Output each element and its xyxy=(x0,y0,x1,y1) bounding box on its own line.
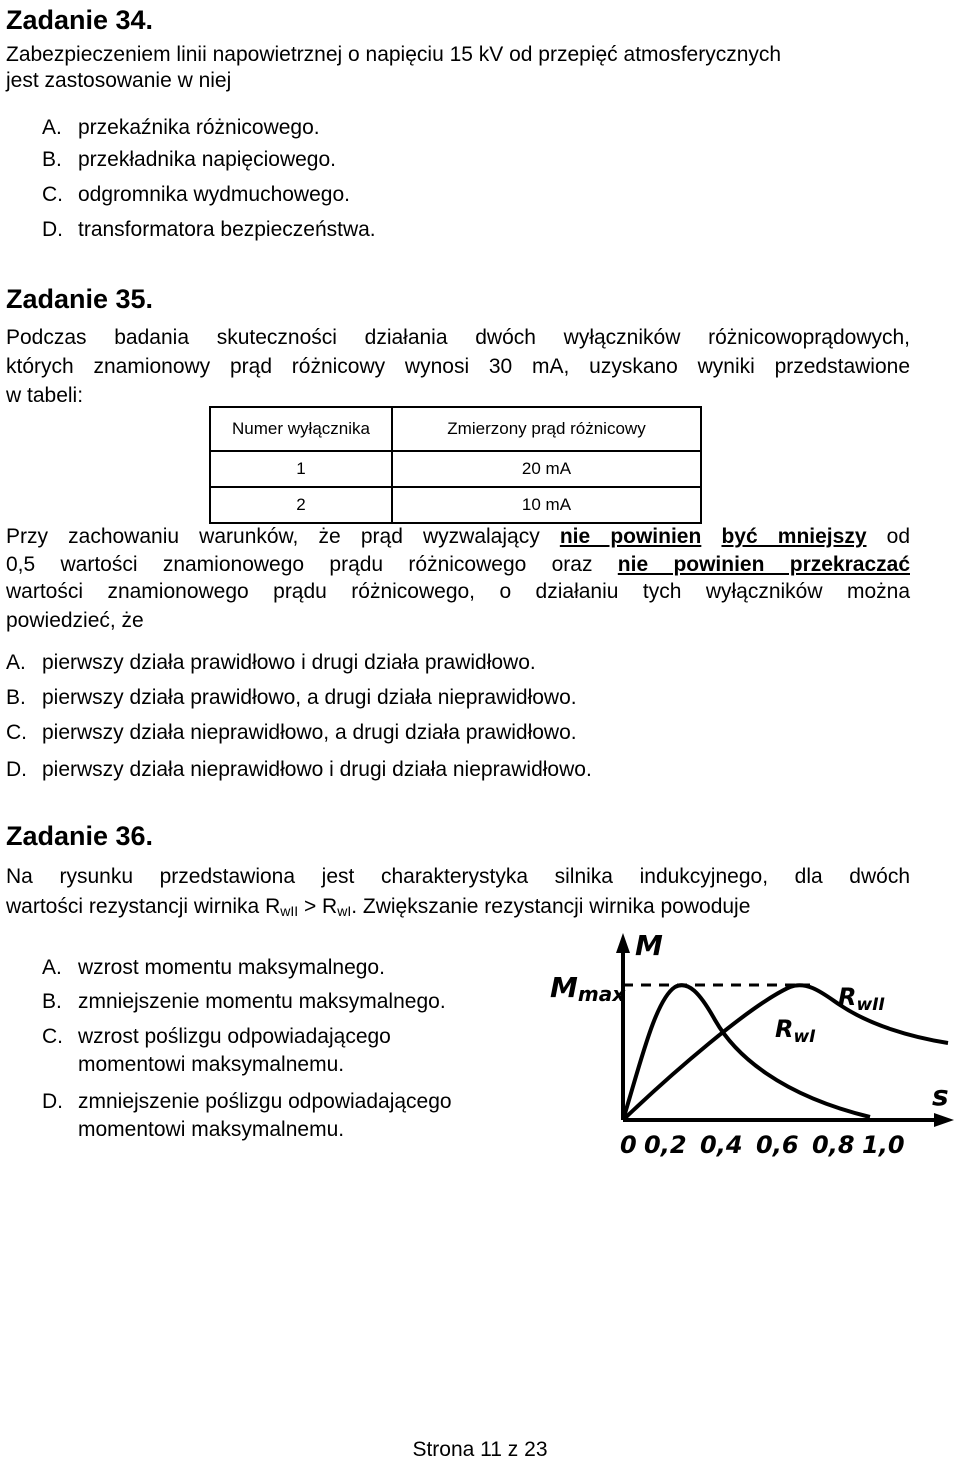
option-text: pierwszy działa prawidłowo, a drugi działa nieprawidłowo. xyxy=(42,686,577,709)
task35-intro-line2: których znamionowy prąd różnicowy wynosi 30 mA, uzyskano wyniki przedstawione xyxy=(6,355,910,378)
task36-option-b xyxy=(42,987,446,1016)
task35-condition-line2 xyxy=(6,550,910,579)
task35-condition-line1 xyxy=(6,522,910,551)
option-letter: D. xyxy=(42,1090,63,1113)
option-letter: C. xyxy=(6,721,27,744)
page-footer: Strona 11 z 23 xyxy=(412,1438,548,1461)
condition-emphasis: być mniejszy xyxy=(721,525,867,548)
table-header-cell: Zmierzony prąd różnicowy xyxy=(392,407,701,451)
task34-question-line1: Zabezpieczeniem linii napowietrznej o napięciu 15 kV od przepięć atmosferycznych xyxy=(6,43,782,66)
condition-text: od xyxy=(866,525,910,548)
option-text: pierwszy działa prawidłowo i drugi działa prawidłowo. xyxy=(42,651,536,674)
measurement-table xyxy=(209,406,702,524)
task36-option-c xyxy=(42,1022,391,1051)
x-tick-label: 0,6 xyxy=(756,1131,799,1159)
task35-option-d xyxy=(6,755,592,784)
table-header-cell: Numer wyłącznika xyxy=(210,407,392,451)
table-cell: 2 xyxy=(210,487,392,523)
condition-text: 0,5 wartości znamionowego prądu różnicowego oraz xyxy=(6,553,618,576)
task34-option-a xyxy=(42,113,320,142)
option-letter: D. xyxy=(42,218,63,241)
intro-subscript: wI xyxy=(337,903,352,919)
option-letter: B. xyxy=(6,686,26,709)
task35-condition-line3: wartości znamionowego prądu różnicowego, o działaniu tych wyłączników można xyxy=(6,580,910,603)
table-row xyxy=(210,487,701,523)
condition-text xyxy=(701,525,721,548)
curve-rwii-label: $R_{wII}$ xyxy=(838,983,885,1015)
x-tick-label: 0 xyxy=(620,1131,637,1159)
intro-text: > R xyxy=(298,895,338,918)
x-tick-label: 0,8 xyxy=(812,1131,855,1159)
task35-title: Zadanie 35. xyxy=(6,284,154,314)
option-text: odgromnika wydmuchowego. xyxy=(78,183,350,206)
table-row xyxy=(210,451,701,487)
y-axis-label: M xyxy=(635,929,663,962)
option-letter: A. xyxy=(42,956,62,979)
option-letter: A. xyxy=(6,651,26,674)
x-tick-label: 0,2 xyxy=(644,1131,687,1159)
intro-text: wartości rezystancji wirnika R xyxy=(6,895,281,918)
option-text: przekładnika napięciowego. xyxy=(78,148,336,171)
option-letter: D. xyxy=(6,758,27,781)
task35-intro-line1: Podczas badania skuteczności działania dwóch wyłączników różnicowoprądowych, xyxy=(6,326,910,349)
x-tick-label: 1,0 xyxy=(862,1131,905,1159)
task36-title: Zadanie 36. xyxy=(6,821,154,851)
task36-intro-line1: Na rysunku przedstawiona jest charakterystyka silnika indukcyjnego, dla dwóch xyxy=(6,865,910,888)
curve-rwi-label: $R_{wI}$ xyxy=(775,1015,816,1047)
task35-option-b xyxy=(6,683,577,712)
task34-option-b xyxy=(42,145,336,174)
table-cell: 1 xyxy=(210,451,392,487)
task35-intro-line3: w tabeli: xyxy=(6,384,84,407)
table-cell: 10 mA xyxy=(392,487,701,523)
condition-text: Przy zachowaniu warunków, że prąd wyzwalający xyxy=(6,525,560,548)
condition-emphasis: nie powinien xyxy=(559,525,702,548)
option-letter: C. xyxy=(42,1025,63,1048)
condition-emphasis: nie powinien przekraczać xyxy=(617,553,910,576)
intro-text: . Zwiększanie rezystancji wirnika powoduje xyxy=(351,895,751,918)
table-header-row xyxy=(210,407,701,451)
option-text: wzrost momentu maksymalnego. xyxy=(78,956,385,979)
x-tick-label: 0,4 xyxy=(700,1131,743,1159)
intro-subscript: wII xyxy=(280,903,299,919)
task34-option-d xyxy=(42,215,376,244)
task36-option-a xyxy=(42,953,385,982)
option-text: transformatora bezpieczeństwa. xyxy=(78,218,376,241)
mmax-label: Mmax xyxy=(550,971,626,1006)
option-text: zmniejszenie momentu maksymalnego. xyxy=(78,990,446,1013)
table-cell: 20 mA xyxy=(392,451,701,487)
option-letter: A. xyxy=(42,116,62,139)
task34-option-c xyxy=(42,180,350,209)
motor-characteristic-figure xyxy=(540,925,960,1160)
option-text: pierwszy działa nieprawidłowo, a drugi działa prawidłowo. xyxy=(42,721,577,744)
option-text: przekaźnika różnicowego. xyxy=(78,116,320,139)
option-text: zmniejszenie poślizgu odpowiadającego xyxy=(78,1090,452,1113)
task35-option-c xyxy=(6,718,577,747)
task34-question-line2: jest zastosowanie w niej xyxy=(6,69,232,92)
task36-option-d xyxy=(42,1087,452,1116)
task35-option-a xyxy=(6,648,536,677)
curve-rwii xyxy=(623,985,948,1120)
task36-option-c-continued: momentowi maksymalnemu. xyxy=(78,1053,345,1076)
x-axis-label: s xyxy=(932,1079,949,1112)
task36-intro-line2 xyxy=(6,892,750,926)
curve-rwi xyxy=(623,985,870,1120)
task35-condition-line4: powiedzieć, że xyxy=(6,609,144,632)
task36-option-d-continued: momentowi maksymalnemu. xyxy=(78,1118,345,1141)
option-letter: B. xyxy=(42,990,62,1013)
y-axis-arrow xyxy=(616,933,630,953)
task34-title: Zadanie 34. xyxy=(6,5,154,35)
option-text: wzrost poślizgu odpowiadającego xyxy=(78,1025,391,1048)
x-axis-arrow xyxy=(934,1113,954,1127)
option-text: pierwszy działa nieprawidłowo i drugi działa nieprawidłowo. xyxy=(42,758,592,781)
option-letter: C. xyxy=(42,183,63,206)
option-letter: B. xyxy=(42,148,62,171)
